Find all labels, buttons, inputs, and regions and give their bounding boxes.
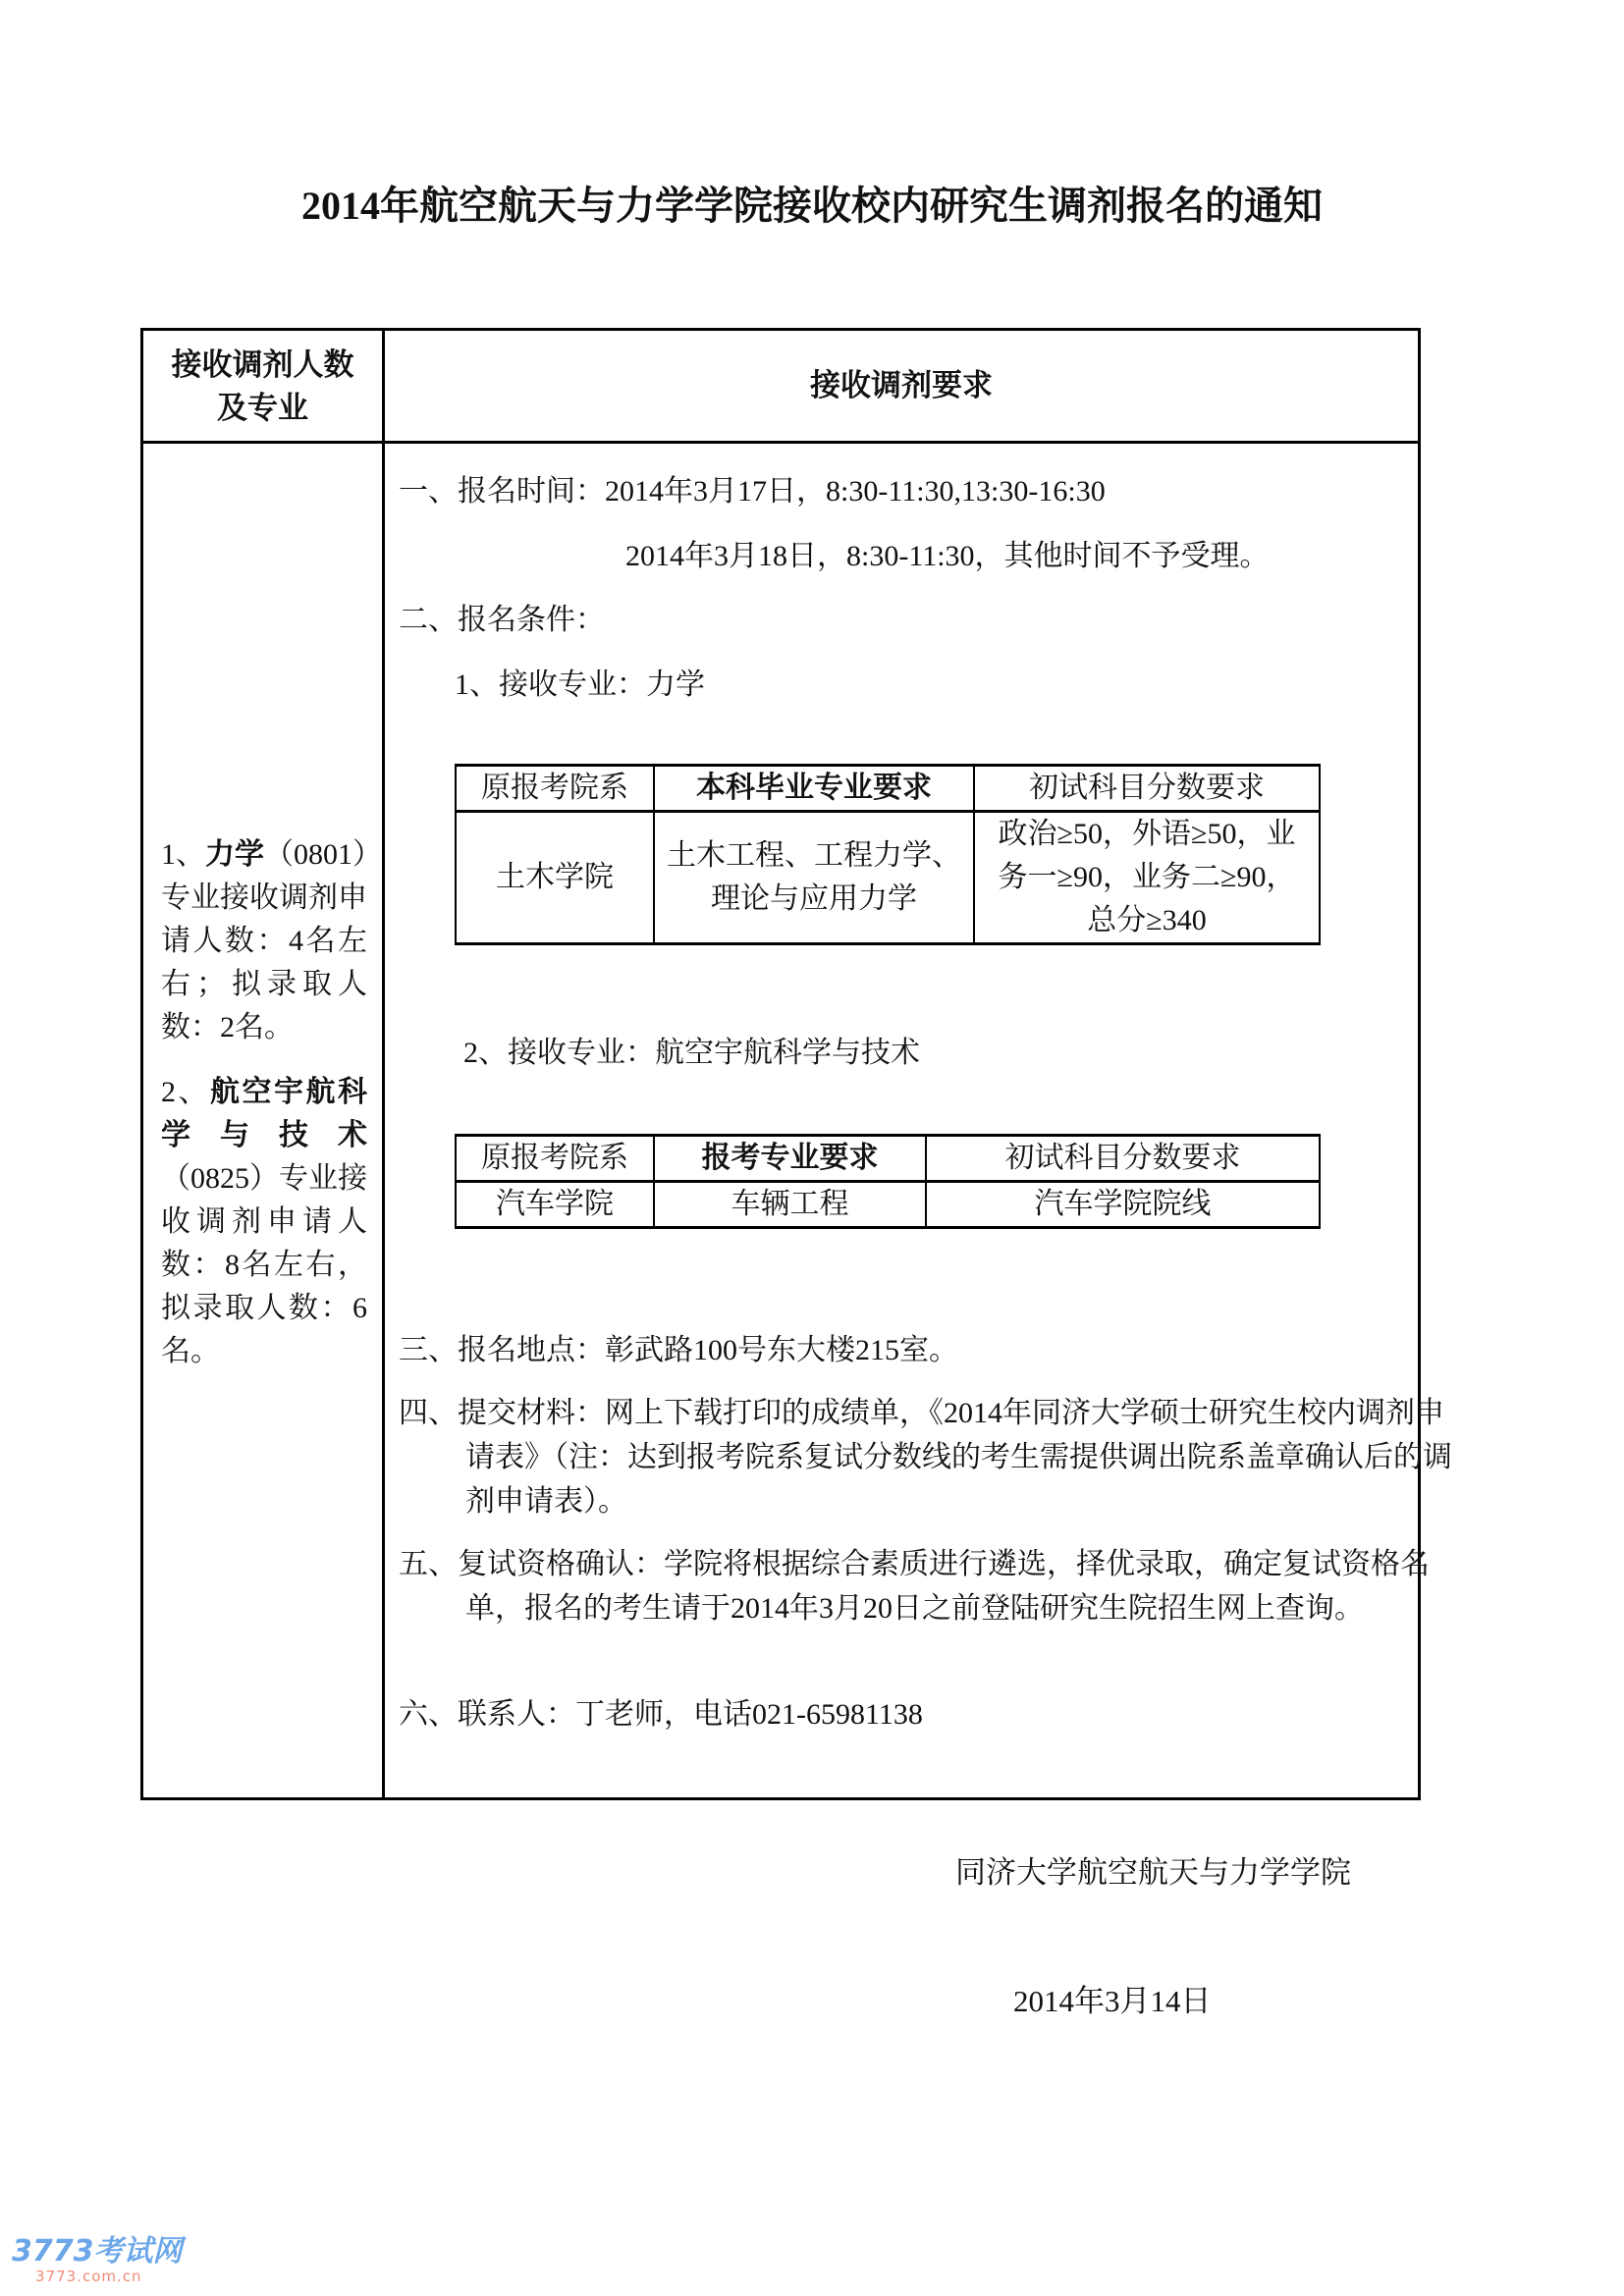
th-score-req: 初试科目分数要求: [974, 766, 1320, 812]
document-title: 2014年航空航天与力学学院接收校内研究生调剂报名的通知: [301, 184, 1323, 228]
watermark-url: 3773.com.cn: [35, 2268, 142, 2285]
notice-table: [140, 328, 1452, 1800]
quota-item-mechanics: [161, 833, 367, 1049]
requirements-table-mechanics: [455, 764, 1321, 945]
section-2-sub1: 1、接收专业：力学: [455, 668, 705, 701]
section-4: 四、提交材料：网上下载打印的成绩单，《2014年同济大学硕士研究生校内调剂申请表》（注：达到报考院系复试分数线的考生需提供调出院系盖章确认后的调剂申请表）。: [399, 1397, 1452, 1518]
table-header-row: [456, 766, 1320, 812]
quota-item-aerospace: [161, 1071, 367, 1373]
table-header-row: [456, 1136, 1320, 1182]
cell-major: 土木工程、工程力学、理论与应用力学: [654, 812, 974, 944]
section-3: 三、报名地点：彰武路100号东大楼215室。: [399, 1334, 958, 1366]
cell-score: 汽车学院院线: [926, 1182, 1320, 1228]
item-detail: （0801）专业接收调剂申请人数：4名左右；拟录取人数：2名。: [161, 838, 367, 1043]
item-prefix: 1、: [161, 838, 205, 871]
section-6: 六、联系人：丁老师，电话021-65981138: [399, 1698, 923, 1731]
header-left: [143, 344, 382, 430]
header-left-line1: 接收调剂人数: [171, 347, 354, 382]
header-left-line2: 及专业: [217, 391, 308, 425]
item-major: 航空宇航科学与技术: [161, 1076, 367, 1151]
section-2-sub2: 2、接收专业：航空宇航科学与技术: [463, 1037, 920, 1069]
cell-major: 车辆工程: [654, 1182, 926, 1228]
cell-score: 政治≥50，外语≥50，业务一≥90，业务二≥90，总分≥340: [974, 812, 1320, 944]
section-1-line1: 一、报名时间：2014年3月17日，8:30-11:30,13:30-16:30: [399, 475, 1106, 507]
requirements-table-aerospace: [455, 1134, 1321, 1229]
th-major-req: 报考专业要求: [654, 1136, 926, 1182]
section-5: 五、复试资格确认：学院将根据综合素质进行遴选，择优录取，确定复试资格名单，报名的考生请于2014年3月20日之前登陆研究生院招生网上查询。: [399, 1548, 1430, 1625]
section-1-line2: 2014年3月18日，8:30-11:30，其他时间不予受理。: [625, 540, 1270, 572]
header-right: 接收调剂要求: [810, 368, 993, 402]
th-original-school: 原报考院系: [456, 766, 654, 812]
cell-school: 土木学院: [456, 812, 654, 944]
header-divider: [143, 441, 1418, 444]
item-major: 力学: [205, 838, 264, 871]
quota-column: [161, 833, 367, 1395]
signature: 同济大学航空航天与力学学院: [955, 1855, 1351, 1890]
th-original-school: 原报考院系: [456, 1136, 654, 1182]
table-row: [456, 1182, 1320, 1228]
table-row: [456, 812, 1320, 944]
watermark-logo: [12, 2236, 183, 2285]
column-divider: [382, 331, 385, 1797]
item-detail: （0825）专业接收调剂申请人数：8名左右，拟录取人数：6名。: [161, 1162, 367, 1367]
watermark-logo-text: 3773考试网: [12, 2234, 183, 2269]
item-prefix: 2、: [161, 1076, 210, 1108]
date: 2014年3月14日: [1013, 1984, 1212, 2018]
th-score-req: 初试科目分数要求: [926, 1136, 1320, 1182]
cell-school: 汽车学院: [456, 1182, 654, 1228]
section-2-heading: 二、报名条件：: [399, 604, 605, 636]
th-major-req: 本科毕业专业要求: [654, 766, 974, 812]
